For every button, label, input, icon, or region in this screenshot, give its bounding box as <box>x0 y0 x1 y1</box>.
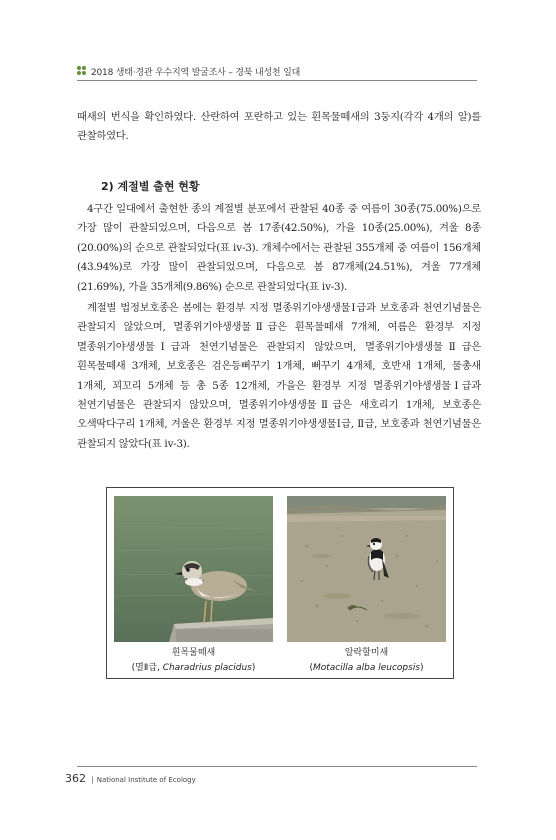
photo-long-billed-plover <box>114 496 273 642</box>
caption-common-name: 알락할미새 <box>344 648 389 658</box>
page-footer <box>65 772 196 785</box>
caption-open-paren: ( <box>309 663 313 673</box>
figure-frame <box>106 487 454 679</box>
caption-scientific-name: Charadrius placidus <box>162 663 252 673</box>
footer-separator: | <box>91 776 94 784</box>
photo-white-wagtail <box>287 496 446 642</box>
caption-status: (멸Ⅱ급, <box>131 663 163 673</box>
caption-scientific-line <box>114 661 273 676</box>
caption-scientific-name: Motacilla alba leucopsis <box>312 663 421 673</box>
header-dots-icon <box>77 66 87 76</box>
running-header <box>77 64 477 78</box>
caption-long-billed-plover <box>114 646 273 676</box>
intro-paragraph: 때새의 번식을 확인하였다. 산란하여 포란하고 있는 흰목물떼새의 3둥지(각각 4개의 알)를 관찰하였다. <box>77 111 481 143</box>
caption-common-name: 흰목물떼새 <box>171 648 216 658</box>
caption-white-wagtail <box>287 646 446 676</box>
footer-divider <box>77 766 477 767</box>
page-number: 362 <box>65 772 86 785</box>
wagtail-photo-image <box>287 496 446 642</box>
caption-scientific-line <box>287 661 446 676</box>
footer-institution: National Institute of Ecology <box>96 776 196 784</box>
section-title: 2) 계절별 출현 현황 <box>101 180 200 193</box>
plover-photo-image <box>114 496 273 642</box>
header-title: 2018 생태·경관 우수지역 발굴조사 – 경북 내성천 일대 <box>91 67 301 78</box>
paragraph-protected-species: 계절별 법정보호종은 봄에는 환경부 지정 멸종위기야생생물Ⅰ급과 보호종과 천연기념물은 관찰되지 않았으며, 멸종위기야생생물Ⅱ급은 흰목물떼새 7개체, 여름은 환경부 지정 멸종위기야생생물Ⅰ급과 천연기념물은 관찰되지 않았으며, 멸종위기야생생물Ⅱ급은 흰목물떼새 3개체, 보호종은 검은등뻐꾸기 1개체, 뻐꾸기 4개체, 호반새 1개체, 물총새 1개체, 꾀꼬리 5개체 등 총 5종 12개체, 가을은 환경부 지정 멸종위기야생생물Ⅰ급과 천연기념물은 관찰되지 않았으며, 멸종위기야생생물Ⅱ급은 새호리기 1개체, 보호종은 오색딱다구리 1개체, 겨울은 환경부 지정 멸종위기야생생물Ⅰ급, Ⅱ급, 보호종과 천연기념물은 관찰되지 않았다(표 ⅳ-3). <box>77 302 481 450</box>
caption-close-paren: ) <box>251 663 256 673</box>
paragraph-seasonal-distribution: 4구간 일대에서 출현한 종의 계절별 분포에서 관찰된 40종 중 여름이 30종(75.00%)으로 가장 많이 관찰되었으며, 다음으로 봄 17종(42.50%), 가을 10종(25.00%), 겨울 8종(20.00%)의 순으로 관찰되었다(표 ⅳ-3). 개체수에서는 관찰된 355개체 중 여름이 156개체(43.94%)로 가장 많이 관찰되었으며, 다음으로 봄 87개체(24.51%), 겨울 77개체(21.69%), 가을 35개체(9.86%) 순으로 관찰되었다(표 ⅳ-3). <box>77 203 481 293</box>
header-divider <box>77 80 477 81</box>
caption-close-paren: ) <box>420 663 424 673</box>
